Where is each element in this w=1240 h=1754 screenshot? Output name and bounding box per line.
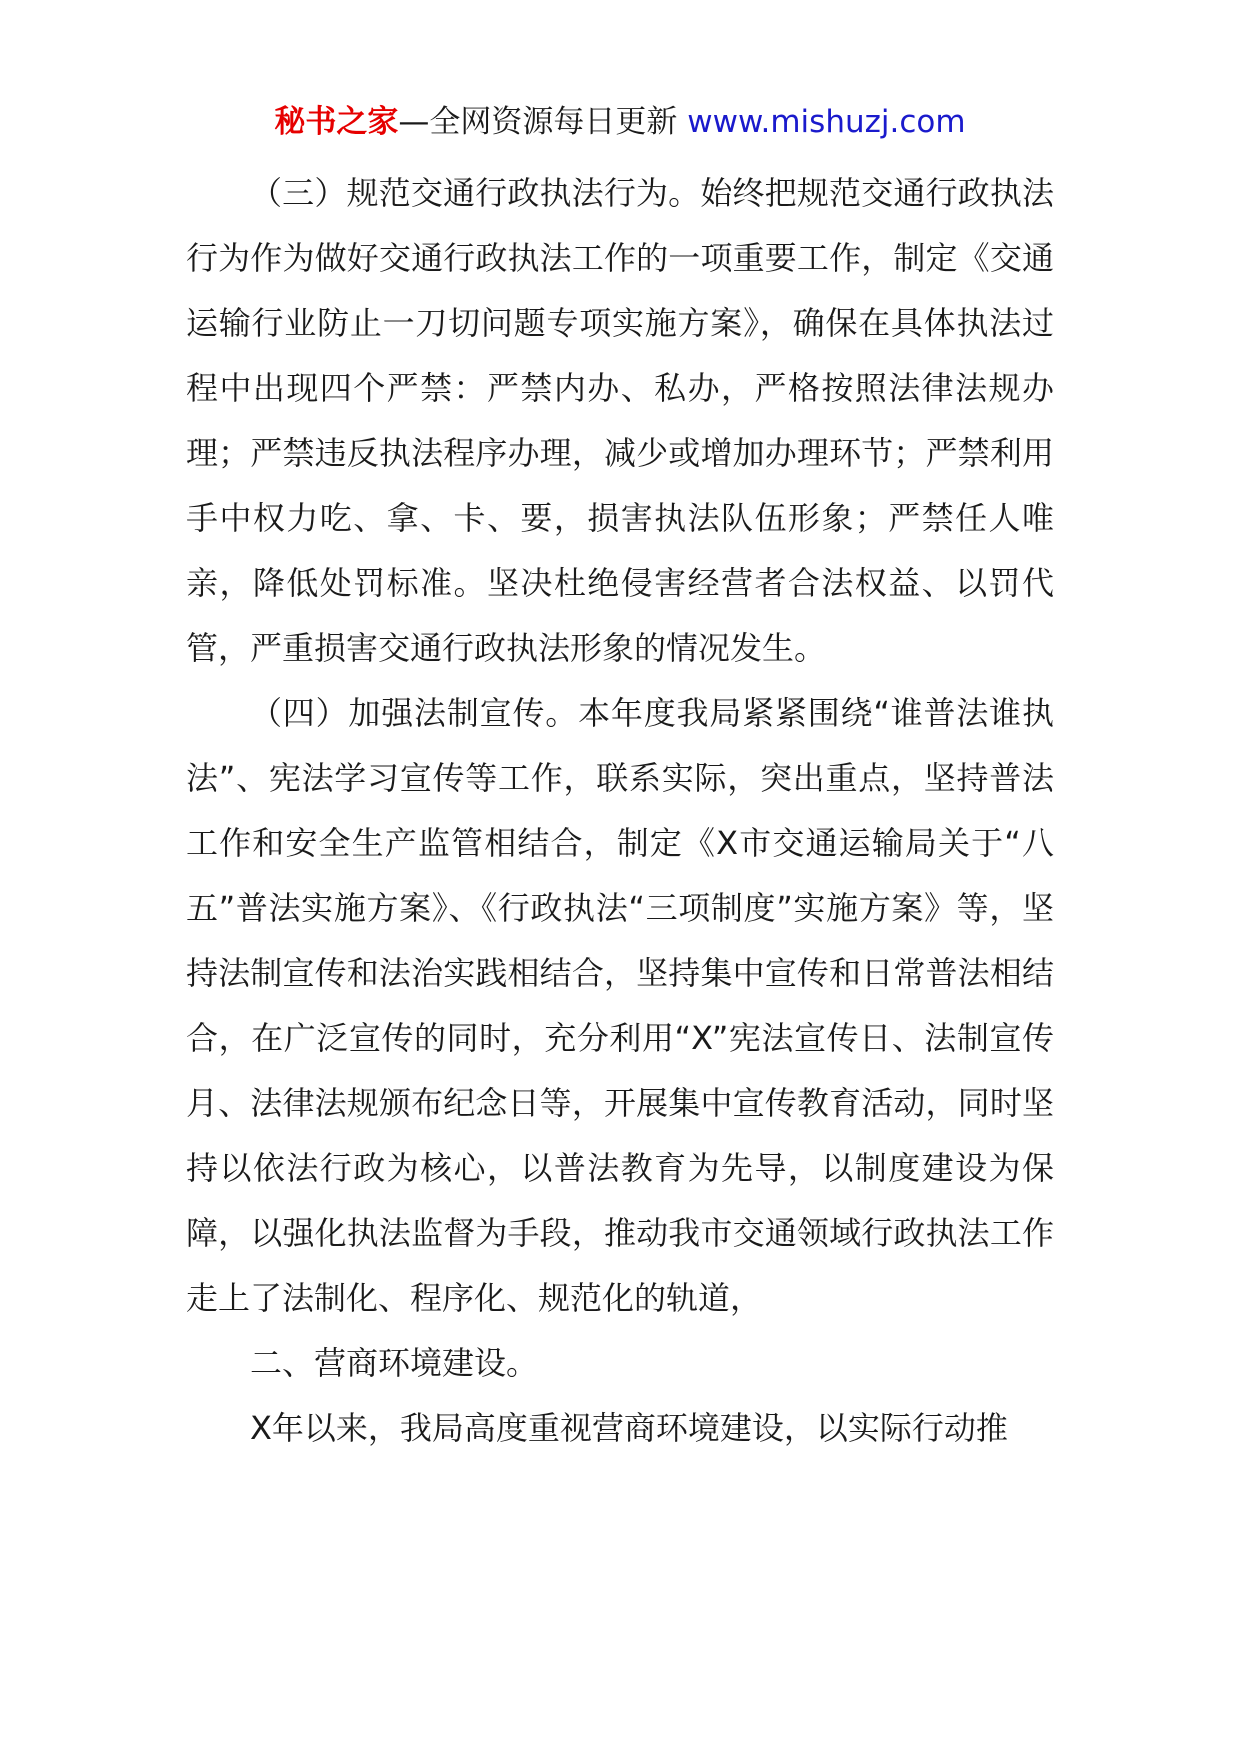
header-slogan: —全网资源每日更新 — [398, 104, 688, 140]
page-header — [0, 100, 1240, 144]
paragraph-business-environment: X年以来，我局高度重视营商环境建设，以实际行动推 — [250, 1409, 1008, 1447]
document-body — [186, 161, 1054, 1461]
header-brand: 秘书之家 — [274, 104, 399, 140]
header-url-link[interactable]: www.mishuzj.com — [687, 104, 966, 140]
section-heading-business-environment: 二、营商环境建设。 — [250, 1344, 539, 1382]
paragraph-regulate-enforcement: （三）规范交通行政执法行为。始终把规范交通行政执法行为作为做好交通行政执法工作的一项重要工作，制定《交通运输行业防止一刀切问题专项实施方案》，确保在具体执法过程中出现四个严禁：严禁内办、私办，严格按照法律法规办理；严禁违反执法程序办理，减少或增加办理环节；严禁利用手中权力吃、拿、卡、要，损害执法队伍形象；严禁任人唯亲，降低处罚标准。坚决杜绝侵害经营者合法权益、以罚代管，严重损害交通行政执法形象的情况发生。 — [186, 174, 1054, 667]
paragraph-legal-publicity: （四）加强法制宣传。本年度我局紧紧围绕“谁普法谁执法”、宪法学习宣传等工作，联系实际，突出重点，坚持普法工作和安全生产监管相结合，制定《X市交通运输局关于“八五”普法实施方案》、《行政执法“三项制度”实施方案》等，坚持法制宣传和法治实践相结合，坚持集中宣传和日常普法相结合，在广泛宣传的同时，充分利用“X”宪法宣传日、法制宣传月、法律法规颁布纪念日等，开展集中宣传教育活动，同时坚持以依法行政为核心，以普法教育为先导，以制度建设为保障，以强化执法监督为手段，推动我市交通领域行政执法工作走上了法制化、程序化、规范化的轨道， — [186, 694, 1054, 1317]
